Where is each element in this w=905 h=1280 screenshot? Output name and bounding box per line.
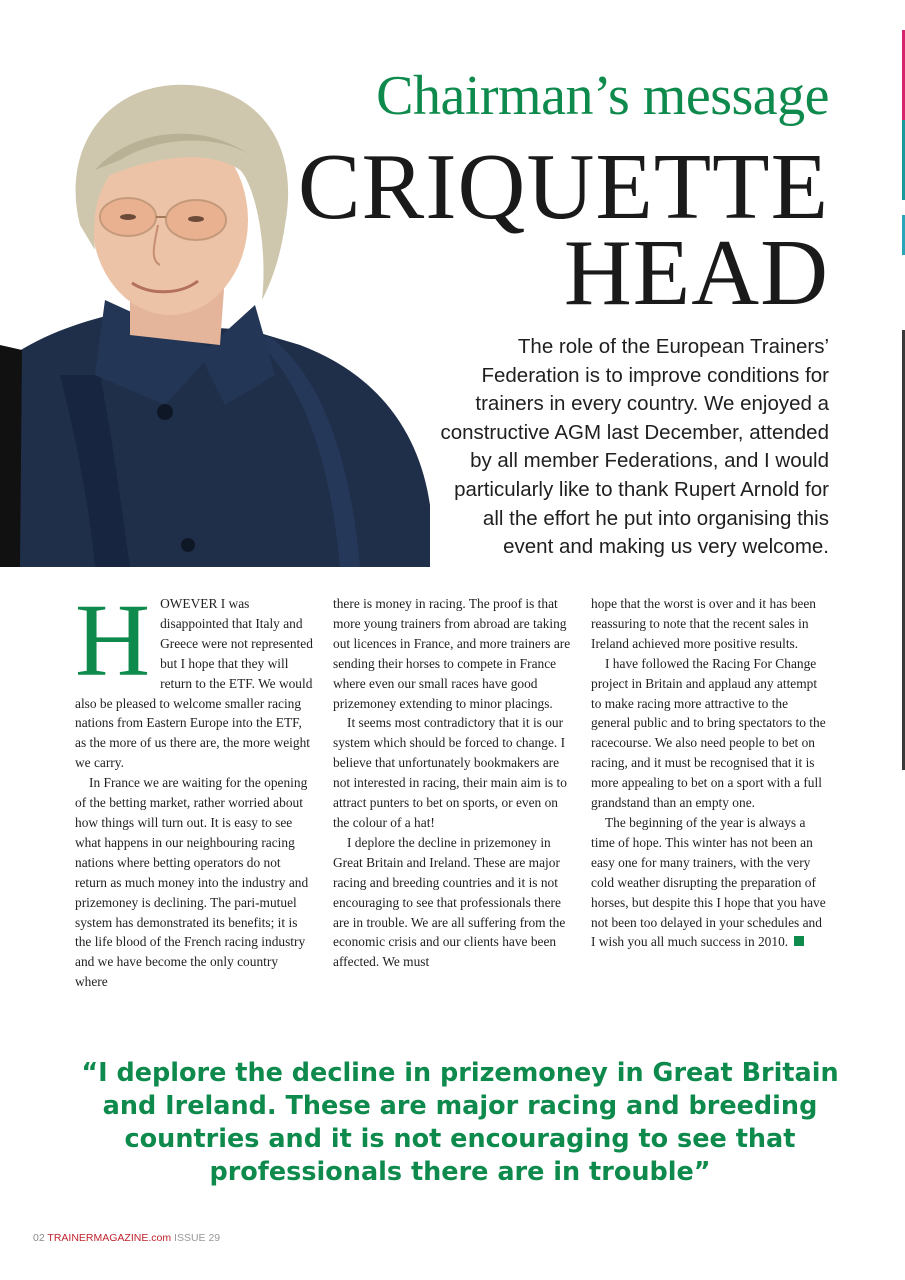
drop-cap: H [75, 583, 151, 698]
intro-line: particularly like to thank Rupert Arnold for [454, 477, 829, 501]
intro-line: The role of the European Trainers’ [517, 335, 829, 358]
intro-line: event and making us very welcome. [503, 535, 829, 559]
magazine-site-link[interactable]: TRAINERMAGAZINE.com [47, 1232, 172, 1244]
page-number: 02 [33, 1232, 45, 1244]
end-mark-icon [794, 936, 804, 946]
body-paragraph: I have followed the Racing For Change project in Britain and applaud any attempt to make racing more attractive to the general public and to bring spectators to the racecourse. We also need people to bet on racing, and it must be recognised that it is more appealing to bet on a sport with a full grandstand than an empty one. [591, 655, 826, 811]
body-paragraph: It seems most contradictory that it is our system which should be forced to change. I believe that unfortunately bookmakers are not interested in racing, their main aim is to attract punters to bet on sports, or even on the colour of a hat! [333, 715, 567, 830]
intro-paragraph [409, 333, 829, 562]
body-column-2 [333, 594, 571, 972]
body-text: The beginning of the year is always a time of hope. This winter has not been an easy one for many trainers, with the very cold weather disrupting the preparation of horses, but despite this I hope that you have not been too delayed in your schedules and I wish you all much success in 2010. [591, 814, 826, 950]
pull-quote-line: countries and it is not encouraging to see that [124, 1124, 796, 1154]
pull-quote [80, 1057, 840, 1189]
article-body [75, 583, 831, 1014]
headline-first-name: CRIQUETTE [297, 135, 829, 239]
pull-quote-line: professionals there are in trouble” [209, 1157, 711, 1187]
intro-line: Federation is to improve conditions for [481, 363, 829, 387]
body-text: OWEVER I was disappointed that Italy and Greece were not represented but I hope that they will return to the ETF. We would also be pleased to welcome smaller racing nations from Eastern Europe into the ETF, as the more of us there are, the more weight we carry. [75, 596, 313, 771]
body-paragraph: In France we are waiting for the opening of the betting market, rather worried about how things will turn out. It is easy to see what happens in our neighbouring racing nations where betting operators do not return as much money into the industry and prizemoney is declining. The pari-mutuel system has demonstrated its benefits; it is the life blood of the French racing industry and we have become the only country where [75, 775, 309, 990]
body-paragraph: there is money in racing. The proof is that more young trainers from abroad are taking out licences in France, and more trainers are sending their horses to compete in France where even our small races have good prizemoney extending to minor placings. [333, 596, 571, 711]
body-column-3 [591, 594, 829, 952]
page-footer [33, 1232, 220, 1244]
pull-quote-line: “I deplore the decline in prizemoney in Great Britain [81, 1058, 839, 1088]
body-paragraph: hope that the worst is over and it has been reassuring to note that the recent sales in Ireland achieved more positive results. [591, 596, 816, 651]
intro-line: trainers in every country. We enjoyed a [475, 392, 829, 416]
intro-line: constructive AGM last December, attended [440, 420, 829, 444]
body-paragraph [591, 813, 829, 952]
intro-line: by all member Federations, and I would [470, 449, 829, 473]
body-paragraph: I deplore the decline in prizemoney in Great Britain and Ireland. These are major racing and breeding countries and it is not encouraging to see that professionals there are in trouble. We are all suffering from the economic crisis and our clients have been affected. We must [333, 834, 566, 970]
section-kicker: Chairman’s message [376, 65, 829, 127]
pull-quote-line: and Ireland. These are major racing and breeding [102, 1091, 818, 1121]
body-paragraph [75, 583, 313, 773]
issue-label: ISSUE 29 [174, 1232, 221, 1244]
headline-last-name: HEAD [563, 221, 829, 325]
intro-line: all the effort he put into organising this [482, 506, 829, 530]
body-column-1 [75, 583, 313, 992]
